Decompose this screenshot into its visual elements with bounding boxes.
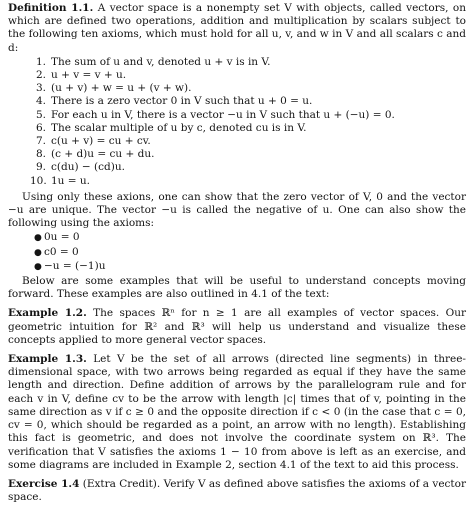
axiom-text: c(du) − (cd)u. [51,161,125,174]
axiom-item [30,135,466,148]
bullet-text: c0 = 0 [44,245,79,258]
axiom-item [30,69,466,82]
exercise-1-4-label: Exercise 1.4 [8,477,80,490]
axiom-item [30,95,466,108]
bullet-text: 0u = 0 [44,231,80,244]
axiom-text: (c + d)u = cu + du. [51,148,155,161]
bullet-text: −u = (−1)u [44,259,106,272]
axiom-item [30,56,466,69]
axiom-number: 3. [35,82,46,95]
axiom-number: 1. [35,55,46,68]
axiom-item [30,122,466,135]
example-1-2 [8,307,466,347]
axiom-number: 5. [35,108,46,121]
axiom-item [30,148,466,161]
uniqueness-paragraph: Using only these axions, one can show that the zero vector of V, 0 and the vector −u are unique. The vector −u is called the negative of u. One can also show the following using the axioms: [8,190,466,230]
axiom-text: The scalar multiple of u by c, denoted cu is in V. [51,121,307,134]
bullet-item [34,260,466,274]
axiom-text: The sum of u and v, denoted u + v is in V. [51,55,271,68]
bullet-item [34,231,466,245]
bullet-icon: ● [34,247,42,258]
axiom-item [30,175,466,188]
axiom-text: u + v = v + u. [51,69,127,82]
bullet-item [34,246,466,260]
example-1-2-text: The spaces ℝⁿ for n ≥ 1 are all examples of vector spaces. Our geometric intuition for ℝ² and ℝ³ will help us understand and visualize these concepts applied to more general vector spaces. [8,307,466,346]
axiom-text: For each u in V, there is a vector −u in V such that u + (−u) = 0. [51,108,395,121]
axiom-item [30,109,466,122]
axiom-item [30,82,466,95]
bullet-icon: ● [34,261,42,272]
example-1-2-label: Example 1.2. [8,307,87,320]
axiom-number: 2. [35,69,46,82]
axiom-item [30,161,466,174]
exercise-1-4-text: (Extra Credit). Verify V as defined above satisfies the axioms of a vector space. [8,477,466,504]
axiom-number: 6. [35,121,46,134]
axiom-list [30,56,466,188]
exercise-1-4 [8,478,466,504]
example-1-3-label: Example 1.3. [8,353,87,366]
axiom-text: 1u = u. [51,174,91,187]
axiom-number: 8. [35,148,46,161]
bullet-icon: ● [34,233,42,244]
axiom-text: There is a zero vector 0 in V such that u + 0 = u. [51,95,313,108]
definition-label: Definition 1.1. [8,2,94,14]
example-1-3 [8,353,466,472]
axiom-text: c(u + v) = cu + cv. [51,135,151,148]
example-1-3-text: Let V be the set of all arrows (directed line segments) in three-dimensional space, with two arrows being regarded as equal if they have the same length and direction. Define addition of arrows by the parallelogram rule and for each v in V, define cv to be the arrow with length |c| times that of v, pointing in the same direction as v if c ≥ 0 and the opposite direction if c < 0 (in the case that c = 0, cv = 0, which should be regarded as a point, an arrow with no length). Establishing this fact is geometric, and does not involve the coordinate system on ℝ³. The verification that V satisfies the axioms 1 − 10 from above is left as an exercise, and some diagrams are included in Example 2, section 4.1 of the text to aid this process. [8,353,466,471]
definition-1-1 [8,2,466,55]
axiom-number: 10. [30,174,47,187]
axiom-number: 4. [35,95,46,108]
axiom-text: (u + v) + w = u + (v + w). [51,82,192,95]
axiom-number: 9. [35,161,46,174]
definition-text: A vector space is a nonempty set V with objects, called vectors, on which are defined two operations, addition and multiplication by scalars subject to the following ten axioms, which must hold for all u, v, and w in V and all scalars c and d: [8,2,467,54]
examples-intro: Below are some examples that will be useful to understand concepts moving forward. These examples are also outlined in 4.1 of the text: [8,275,466,301]
consequence-list [34,231,466,274]
axiom-number: 7. [35,135,46,148]
